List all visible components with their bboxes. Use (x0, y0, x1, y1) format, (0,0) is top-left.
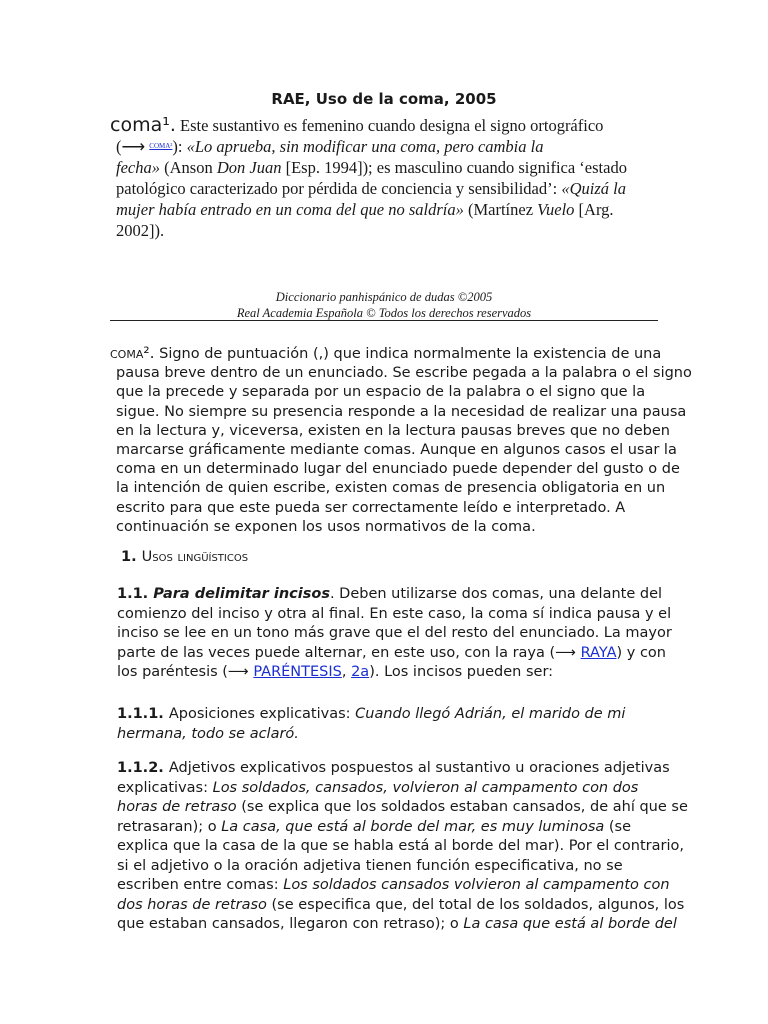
entry1-text: [Esp. 1994]); es masculino cuando significa ‘estado (281, 158, 627, 177)
s1112-line: explica que la casa de la que se habla está al borde del mar). Por el contrario, (117, 838, 684, 854)
subsection-number: 1.1.2. (117, 760, 169, 776)
s1112-line (117, 779, 667, 799)
entry1-line: 2002]). (116, 221, 165, 240)
s1112-text: escriben entre comas: (117, 877, 284, 893)
example-text: mujer había entrado en un coma del que no saldría» (116, 200, 464, 219)
example-text: fecha» (116, 158, 160, 177)
entry2-line: marcarse gráficamente mediante comas. Aunque en algunos casos el usar la (116, 442, 677, 459)
entry-coma-1 (110, 115, 670, 241)
entry2-line: continuación se exponen los usos normativos de la coma. (116, 518, 536, 535)
section-number: 1. (121, 549, 142, 565)
s1112-text: (se explica que los soldados estaban cansados, de ahí que se (236, 799, 688, 815)
s1112-text: Adjetivos explicativos pospuestos al sustantivo u oraciones adjetivas (168, 760, 670, 776)
s111-text: . Deben utilizarse dos comas, una delante del (329, 586, 663, 602)
s1112-text: explicativas: (117, 779, 213, 796)
section-label: Usos lingüísticos (141, 549, 249, 565)
entry1-line (110, 178, 670, 199)
s1112-line (117, 798, 688, 818)
subsection-1-1-2 (117, 759, 688, 935)
document-title: RAE, Uso de la coma, 2005 (271, 90, 497, 108)
subsection-title: Para delimitar incisos (153, 586, 330, 602)
footer-line-1: Diccionario panhispánico de dudas ©2005 (275, 290, 493, 304)
parentesis-2a-link[interactable]: 2a (351, 664, 370, 680)
work-title: Vuelo (537, 200, 575, 219)
example-text: La casa que está al borde del (463, 916, 677, 932)
subsection-number: 1.1. (117, 586, 154, 602)
example-text: «Lo aprueba, sin modificar una coma, pero cambia la (186, 137, 544, 156)
s1112-text: retrasaran); o (117, 818, 222, 835)
example-text: dos horas de retraso (117, 896, 267, 913)
example-text: Cuando llegó Adrián, el marido de mi (355, 706, 626, 722)
entry1-line (110, 199, 670, 220)
headword-coma-1: coma¹. (110, 114, 176, 136)
work-title: Don Juan (216, 158, 282, 177)
s1112-text: (se (604, 818, 632, 835)
s111-text: parte de las veces puede alternar, en este uso, con la raya (⟶ (117, 644, 581, 661)
example-text: horas de retraso (117, 799, 237, 815)
s111-line: comienzo del inciso y otra al final. En este caso, la coma sí indica pausa y el (117, 605, 672, 622)
subsection-1-1 (117, 585, 672, 683)
entry1-line (110, 136, 670, 157)
entry1-line (110, 157, 670, 178)
section-divider (110, 320, 658, 321)
example-text: Los soldados, cansados, volvieron al campamento con dos (212, 779, 639, 796)
entry1-text: Este sustantivo es femenino cuando designa el signo ortográfico (175, 116, 604, 135)
arrow-ref: (⟶ (116, 137, 150, 156)
s111-text: ). Los incisos pueden ser: (369, 664, 554, 680)
entry1-text: [Arg. (574, 200, 614, 219)
s111-text: los paréntesis (⟶ (117, 664, 254, 680)
example-text: La casa, que está al borde del mar, es muy luminosa (221, 818, 605, 835)
example-text: hermana, todo se aclaró. (117, 725, 299, 742)
entry1-line (110, 115, 670, 136)
s1111-text: Aposiciones explicativas: (168, 706, 356, 722)
example-text: «Quizá la (561, 179, 626, 198)
footer-line-2: Real Academia Española © Todos los derechos reservados (236, 306, 532, 320)
s1112-line (117, 818, 667, 838)
s111-text: ) y con (616, 644, 666, 661)
entry2-line: que la precede y separada por un espacio de la palabra o el signo que la (116, 384, 646, 401)
entry1-text: ): (172, 137, 187, 156)
s111-line (117, 663, 667, 683)
entry2-line: coma en un determinado lugar del enunciado puede depender del gusto o de (116, 461, 680, 478)
entry2-line: sigue. No siempre su presencia responde a la necesidad de realizar una pausa (116, 403, 687, 420)
coma2-link[interactable]: COMA² (149, 142, 173, 150)
entry2-line (110, 344, 670, 364)
s1112-text: (se especifica que, del total de los soldados, algunos, los (266, 896, 685, 913)
s111-line (117, 585, 667, 605)
s111-line (117, 644, 667, 664)
raya-link[interactable]: RAYA (580, 644, 617, 661)
entry2-line: en la lectura y, viceversa, existen en la lectura pausas breves que no deben (116, 422, 671, 439)
s1112-line (117, 876, 670, 896)
s1112-line (117, 759, 670, 779)
entry2-line: pausa breve dentro de un enunciado. Se escribe pegada a la palabra o el signo (116, 365, 692, 382)
entry2-line: la intención de quien escribe, existen comas de presencia obligatoria en un (116, 480, 666, 497)
s1112-line: si el adjetivo o la oración adjetiva tienen función especificativa, no se (117, 857, 623, 874)
s111-line: inciso se lee en un tono más grave que el del resto del enunciado. La mayor (117, 625, 672, 641)
entry2-line: escrito para que este pueda ser correctamente leído e interpretado. A (116, 499, 626, 516)
example-text: Los soldados cansados volvieron al campamento con (283, 877, 670, 893)
entry1-text: (Anson (159, 158, 217, 177)
entry2-text: Signo de puntuación (,) que indica normalmente la existencia de una (154, 346, 662, 362)
entry-coma-2 (110, 344, 692, 537)
s1111-line (117, 705, 667, 725)
headword-coma-2: coma². (110, 344, 155, 362)
entry1-text: patológico caracterizado por pérdida de conciencia y sensibilidad’: (116, 179, 562, 198)
parentesis-link[interactable]: PARÉNTESIS (253, 664, 342, 680)
s1111-line (117, 725, 667, 745)
s1112-line (117, 915, 677, 935)
s111-text: , (341, 664, 352, 680)
entry1-text: (Martínez (463, 200, 538, 219)
subsection-number: 1.1.1. (117, 706, 169, 722)
s1112-text: que estaban cansados, llegaron con retraso); o (117, 916, 464, 932)
subsection-1-1-1 (117, 705, 667, 744)
s1112-line (117, 896, 685, 916)
copyright-footer (0, 289, 768, 321)
section-heading-usos (121, 549, 248, 565)
